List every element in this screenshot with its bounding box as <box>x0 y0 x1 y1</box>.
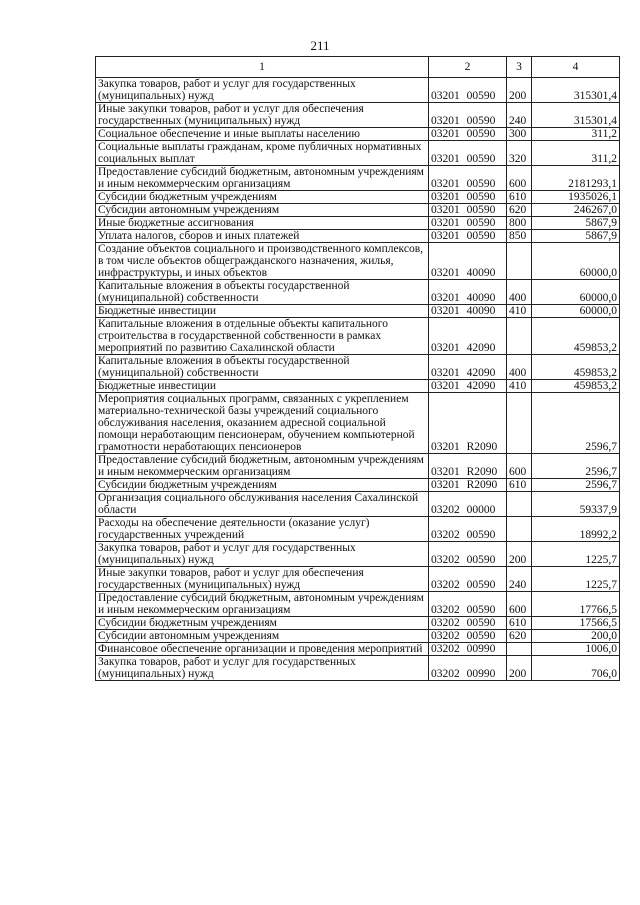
row-type-cell: 240 <box>507 103 532 128</box>
row-type-cell: 300 <box>507 128 532 141</box>
row-type-cell: 200 <box>507 542 532 567</box>
row-code-cell: 03201 40090 <box>429 243 507 280</box>
row-type-cell: 620 <box>507 204 532 217</box>
row-code-cell: 03201 00590 <box>429 204 507 217</box>
row-code-cell: 03201 40090 <box>429 305 507 318</box>
row-type-cell: 800 <box>507 217 532 230</box>
row-name-cell: Капитальные вложения в объекты государственной (муниципальной) собственности <box>96 280 429 305</box>
row-name-cell: Иные закупки товаров, работ и услуг для обеспечения государственных (муниципальных) нужд <box>96 103 429 128</box>
row-name-cell: Закупка товаров, работ и услуг для государственных (муниципальных) нужд <box>96 542 429 567</box>
row-code-cell: 03201 00590 <box>429 230 507 243</box>
row-name-cell: Предоставление субсидий бюджетным, автономным учреждениям и иным некоммерческим организациям <box>96 166 429 191</box>
row-type-cell: 410 <box>507 305 532 318</box>
row-name-cell: Субсидии бюджетным учреждениям <box>96 191 429 204</box>
row-name-cell: Мероприятия социальных программ, связанных с укреплением материально-технической базы учреждений социального обслуживания населения, оказанием адресной социальной помощи неработающим пенсионерам, обучением компьютерной грамотности неработающих пенсионеров <box>96 393 429 454</box>
row-name-cell: Закупка товаров, работ и услуг для государственных (муниципальных) нужд <box>96 656 429 681</box>
row-sum-cell: 60000,0 <box>532 280 620 305</box>
row-name-cell: Капитальные вложения в объекты государственной (муниципальной) собственности <box>96 355 429 380</box>
row-code-cell: 03201 42090 <box>429 355 507 380</box>
row-type-cell: 400 <box>507 355 532 380</box>
table-row <box>96 204 620 217</box>
row-sum-cell: 246267,0 <box>532 204 620 217</box>
row-type-cell: 610 <box>507 479 532 492</box>
row-type-cell <box>507 517 532 542</box>
row-sum-cell: 2181293,1 <box>532 166 620 191</box>
row-sum-cell: 1935026,1 <box>532 191 620 204</box>
row-sum-cell: 60000,0 <box>532 305 620 318</box>
row-type-cell <box>507 492 532 517</box>
row-type-cell: 200 <box>507 78 532 103</box>
table-row <box>96 280 620 305</box>
table-row <box>96 243 620 280</box>
row-sum-cell: 1225,7 <box>532 542 620 567</box>
row-sum-cell: 60000,0 <box>532 243 620 280</box>
row-code-cell: 03201 42090 <box>429 380 507 393</box>
row-code-cell: 03201 00590 <box>429 166 507 191</box>
row-name-cell: Закупка товаров, работ и услуг для государственных (муниципальных) нужд <box>96 78 429 103</box>
column-header-sum: 4 <box>532 57 620 78</box>
row-code-cell: 03201 40090 <box>429 280 507 305</box>
row-sum-cell: 1225,7 <box>532 567 620 592</box>
row-type-cell: 240 <box>507 567 532 592</box>
row-sum-cell: 2596,7 <box>532 479 620 492</box>
row-code-cell: 03202 00590 <box>429 617 507 630</box>
table-row <box>96 617 620 630</box>
row-name-cell: Создание объектов социального и производственного комплексов, в том числе объектов общегражданского назначения, жилья, инфраструктуры, и иных объектов <box>96 243 429 280</box>
table-row <box>96 393 620 454</box>
column-header-type: 3 <box>507 57 532 78</box>
row-code-cell: 03201 42090 <box>429 318 507 355</box>
row-sum-cell: 1006,0 <box>532 643 620 656</box>
row-type-cell: 400 <box>507 280 532 305</box>
row-code-cell: 03202 00990 <box>429 656 507 681</box>
row-sum-cell: 59337,9 <box>532 492 620 517</box>
row-type-cell <box>507 243 532 280</box>
row-type-cell <box>507 318 532 355</box>
table-row <box>96 542 620 567</box>
page-number: 211 <box>310 38 330 53</box>
row-code-cell: 03202 00000 <box>429 492 507 517</box>
row-code-cell: 03201 00590 <box>429 128 507 141</box>
row-type-cell <box>507 643 532 656</box>
row-sum-cell: 17766,5 <box>532 592 620 617</box>
table-row <box>96 230 620 243</box>
row-code-cell: 03201 00590 <box>429 78 507 103</box>
table-body <box>96 78 620 681</box>
row-sum-cell: 706,0 <box>532 656 620 681</box>
row-type-cell: 620 <box>507 630 532 643</box>
table-row <box>96 217 620 230</box>
row-name-cell: Предоставление субсидий бюджетным, автономным учреждениям и иным некоммерческим организациям <box>96 592 429 617</box>
row-code-cell: 03201 R2090 <box>429 393 507 454</box>
row-name-cell: Субсидии автономным учреждениям <box>96 630 429 643</box>
row-sum-cell: 5867,9 <box>532 217 620 230</box>
row-code-cell: 03201 00590 <box>429 217 507 230</box>
row-name-cell: Бюджетные инвестиции <box>96 305 429 318</box>
column-header-name: 1 <box>96 57 429 78</box>
table-row <box>96 318 620 355</box>
row-type-cell: 410 <box>507 380 532 393</box>
table-row <box>96 103 620 128</box>
row-name-cell: Расходы на обеспечение деятельности (оказание услуг) государственных учреждений <box>96 517 429 542</box>
row-sum-cell: 200,0 <box>532 630 620 643</box>
table-row <box>96 141 620 166</box>
table-row <box>96 630 620 643</box>
row-sum-cell: 18992,2 <box>532 517 620 542</box>
row-code-cell: 03202 00590 <box>429 630 507 643</box>
column-header-code: 2 <box>429 57 507 78</box>
row-code-cell: 03201 00590 <box>429 103 507 128</box>
row-code-cell: 03201 R2090 <box>429 454 507 479</box>
row-type-cell: 850 <box>507 230 532 243</box>
row-type-cell: 610 <box>507 191 532 204</box>
row-type-cell: 320 <box>507 141 532 166</box>
row-sum-cell: 315301,4 <box>532 103 620 128</box>
row-code-cell: 03201 R2090 <box>429 479 507 492</box>
table-header-row <box>96 57 620 78</box>
row-sum-cell: 17566,5 <box>532 617 620 630</box>
row-type-cell: 600 <box>507 454 532 479</box>
table-row <box>96 454 620 479</box>
row-code-cell: 03202 00990 <box>429 643 507 656</box>
row-code-cell: 03202 00590 <box>429 517 507 542</box>
row-sum-cell: 459853,2 <box>532 355 620 380</box>
table-row <box>96 492 620 517</box>
table-row <box>96 656 620 681</box>
row-code-cell: 03201 00590 <box>429 191 507 204</box>
row-name-cell: Организация социального обслуживания населения Сахалинской области <box>96 492 429 517</box>
row-type-cell: 200 <box>507 656 532 681</box>
table-row <box>96 479 620 492</box>
row-name-cell: Капитальные вложения в отдельные объекты капитального строительства в государственной собственности в рамках мероприятий по развитию Сахалинской области <box>96 318 429 355</box>
row-sum-cell: 5867,9 <box>532 230 620 243</box>
row-code-cell: 03202 00590 <box>429 592 507 617</box>
row-sum-cell: 311,2 <box>532 128 620 141</box>
row-type-cell: 600 <box>507 166 532 191</box>
row-name-cell: Финансовое обеспечение организации и проведения мероприятий <box>96 643 429 656</box>
row-name-cell: Субсидии бюджетным учреждениям <box>96 617 429 630</box>
row-sum-cell: 315301,4 <box>532 78 620 103</box>
row-name-cell: Иные бюджетные ассигнования <box>96 217 429 230</box>
row-code-cell: 03202 00590 <box>429 567 507 592</box>
table-row <box>96 166 620 191</box>
row-sum-cell: 2596,7 <box>532 454 620 479</box>
table-row <box>96 355 620 380</box>
table-row <box>96 517 620 542</box>
row-name-cell: Иные закупки товаров, работ и услуг для обеспечения государственных (муниципальных) нужд <box>96 567 429 592</box>
row-name-cell: Предоставление субсидий бюджетным, автономным учреждениям и иным некоммерческим организациям <box>96 454 429 479</box>
table-row <box>96 128 620 141</box>
row-name-cell: Бюджетные инвестиции <box>96 380 429 393</box>
row-name-cell: Субсидии бюджетным учреждениям <box>96 479 429 492</box>
table-row <box>96 380 620 393</box>
table-row <box>96 305 620 318</box>
row-sum-cell: 459853,2 <box>532 380 620 393</box>
row-code-cell: 03201 00590 <box>429 141 507 166</box>
table-row <box>96 643 620 656</box>
row-name-cell: Социальное обеспечение и иные выплаты населению <box>96 128 429 141</box>
row-code-cell: 03202 00590 <box>429 542 507 567</box>
table-row <box>96 78 620 103</box>
row-sum-cell: 2596,7 <box>532 393 620 454</box>
table-row <box>96 567 620 592</box>
row-type-cell: 610 <box>507 617 532 630</box>
row-name-cell: Социальные выплаты гражданам, кроме публичных нормативных социальных выплат <box>96 141 429 166</box>
row-name-cell: Уплата налогов, сборов и иных платежей <box>96 230 429 243</box>
row-type-cell: 600 <box>507 592 532 617</box>
table-row <box>96 592 620 617</box>
row-name-cell: Субсидии автономным учреждениям <box>96 204 429 217</box>
budget-table <box>95 56 620 681</box>
row-sum-cell: 459853,2 <box>532 318 620 355</box>
table-row <box>96 191 620 204</box>
row-type-cell <box>507 393 532 454</box>
row-sum-cell: 311,2 <box>532 141 620 166</box>
